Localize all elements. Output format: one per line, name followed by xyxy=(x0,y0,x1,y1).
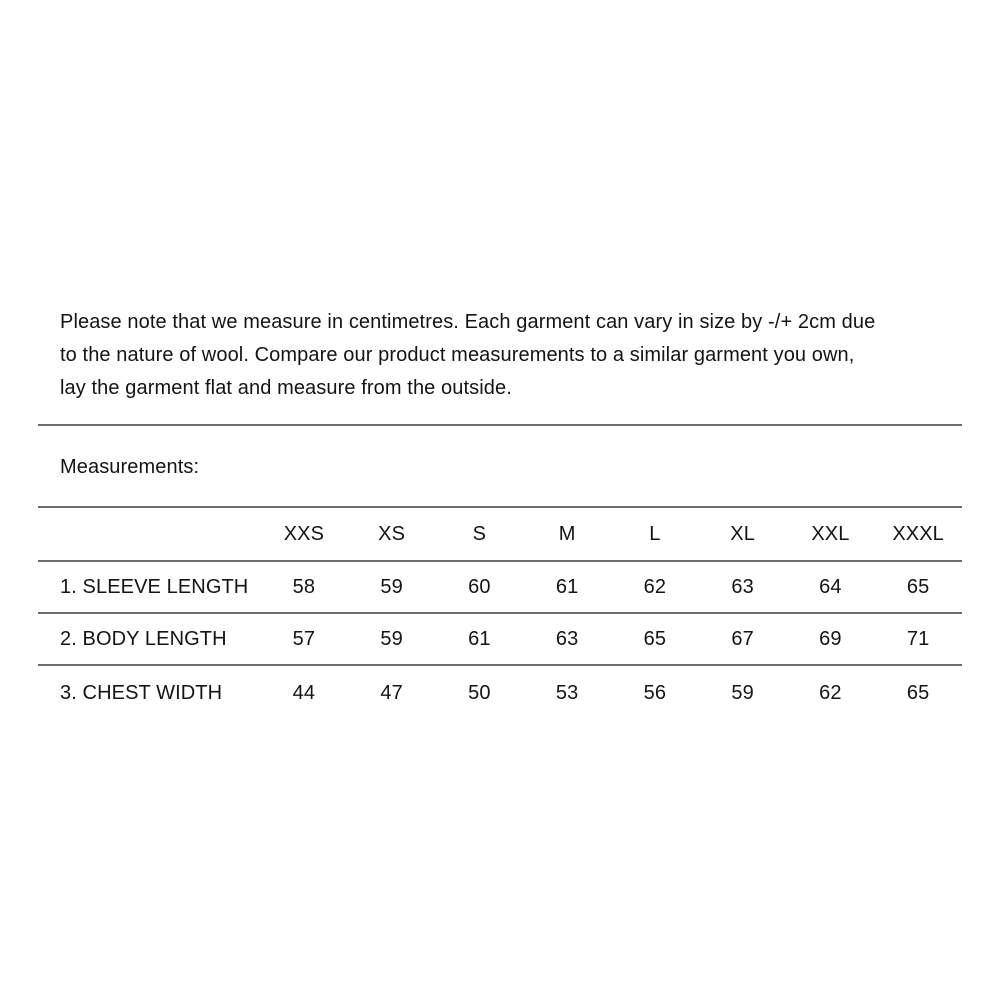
measurement-value: 56 xyxy=(643,681,667,704)
measurement-value: 61 xyxy=(436,613,524,665)
measurement-value: 71 xyxy=(874,613,962,665)
measurement-value: 69 xyxy=(787,613,875,665)
intro-paragraph xyxy=(60,306,875,405)
measurement-value: 58 xyxy=(260,561,348,613)
size-column-header-xxl: XXL xyxy=(787,507,875,561)
measurement-value: 53 xyxy=(555,681,579,704)
measurement-value: 65 xyxy=(611,613,699,665)
measurement-value: 47 xyxy=(380,681,403,704)
measurement-value: 64 xyxy=(787,561,875,613)
measurement-value: 61 xyxy=(523,561,611,613)
intro-line-1: Please note that we measure in centimetres. Each garment can vary in size by -/+ 2cm due xyxy=(60,311,876,333)
measurement-value: 50 xyxy=(468,681,491,704)
measurement-value: 59 xyxy=(731,681,754,704)
row-label: 1. SLEEVE LENGTH xyxy=(38,561,260,613)
measurement-value: 63 xyxy=(523,613,611,665)
row-label: 3. CHEST WIDTH xyxy=(60,681,223,704)
table-row-chest-width xyxy=(38,665,962,720)
size-column-header-xl: XL xyxy=(699,507,787,561)
measurement-value: 59 xyxy=(348,613,436,665)
size-column-header-xxxl: XXXL xyxy=(874,507,962,561)
size-table-header-row xyxy=(38,507,962,561)
measurement-value: 60 xyxy=(436,561,524,613)
header-spacer-cell xyxy=(38,507,260,561)
size-column-header-xxs: XXS xyxy=(260,507,348,561)
measurement-value: 63 xyxy=(699,561,787,613)
measurement-value: 67 xyxy=(699,613,787,665)
measurement-value: 44 xyxy=(292,681,316,704)
table-row-sleeve-length xyxy=(38,561,962,613)
divider-top xyxy=(38,424,962,426)
size-column-header-l: L xyxy=(611,507,699,561)
measurements-label: Measurements: xyxy=(60,456,200,478)
size-column-header-s: S xyxy=(436,507,524,561)
intro-line-2: to the nature of wool. Compare our product measurements to a similar garment you own, xyxy=(60,344,855,366)
measurement-value: 65 xyxy=(874,561,962,613)
measurement-value: 62 xyxy=(819,681,842,704)
intro-line-3: lay the garment flat and measure from the outside. xyxy=(60,377,512,399)
measurement-value: 65 xyxy=(906,681,930,704)
row-label: 2. BODY LENGTH xyxy=(38,613,260,665)
size-column-header-xs: XS xyxy=(348,507,436,561)
measurement-value: 57 xyxy=(260,613,348,665)
measurement-value: 59 xyxy=(348,561,436,613)
table-row-body-length xyxy=(38,613,962,665)
size-column-header-m: M xyxy=(523,507,611,561)
measurement-value: 62 xyxy=(611,561,699,613)
size-table xyxy=(38,506,962,720)
